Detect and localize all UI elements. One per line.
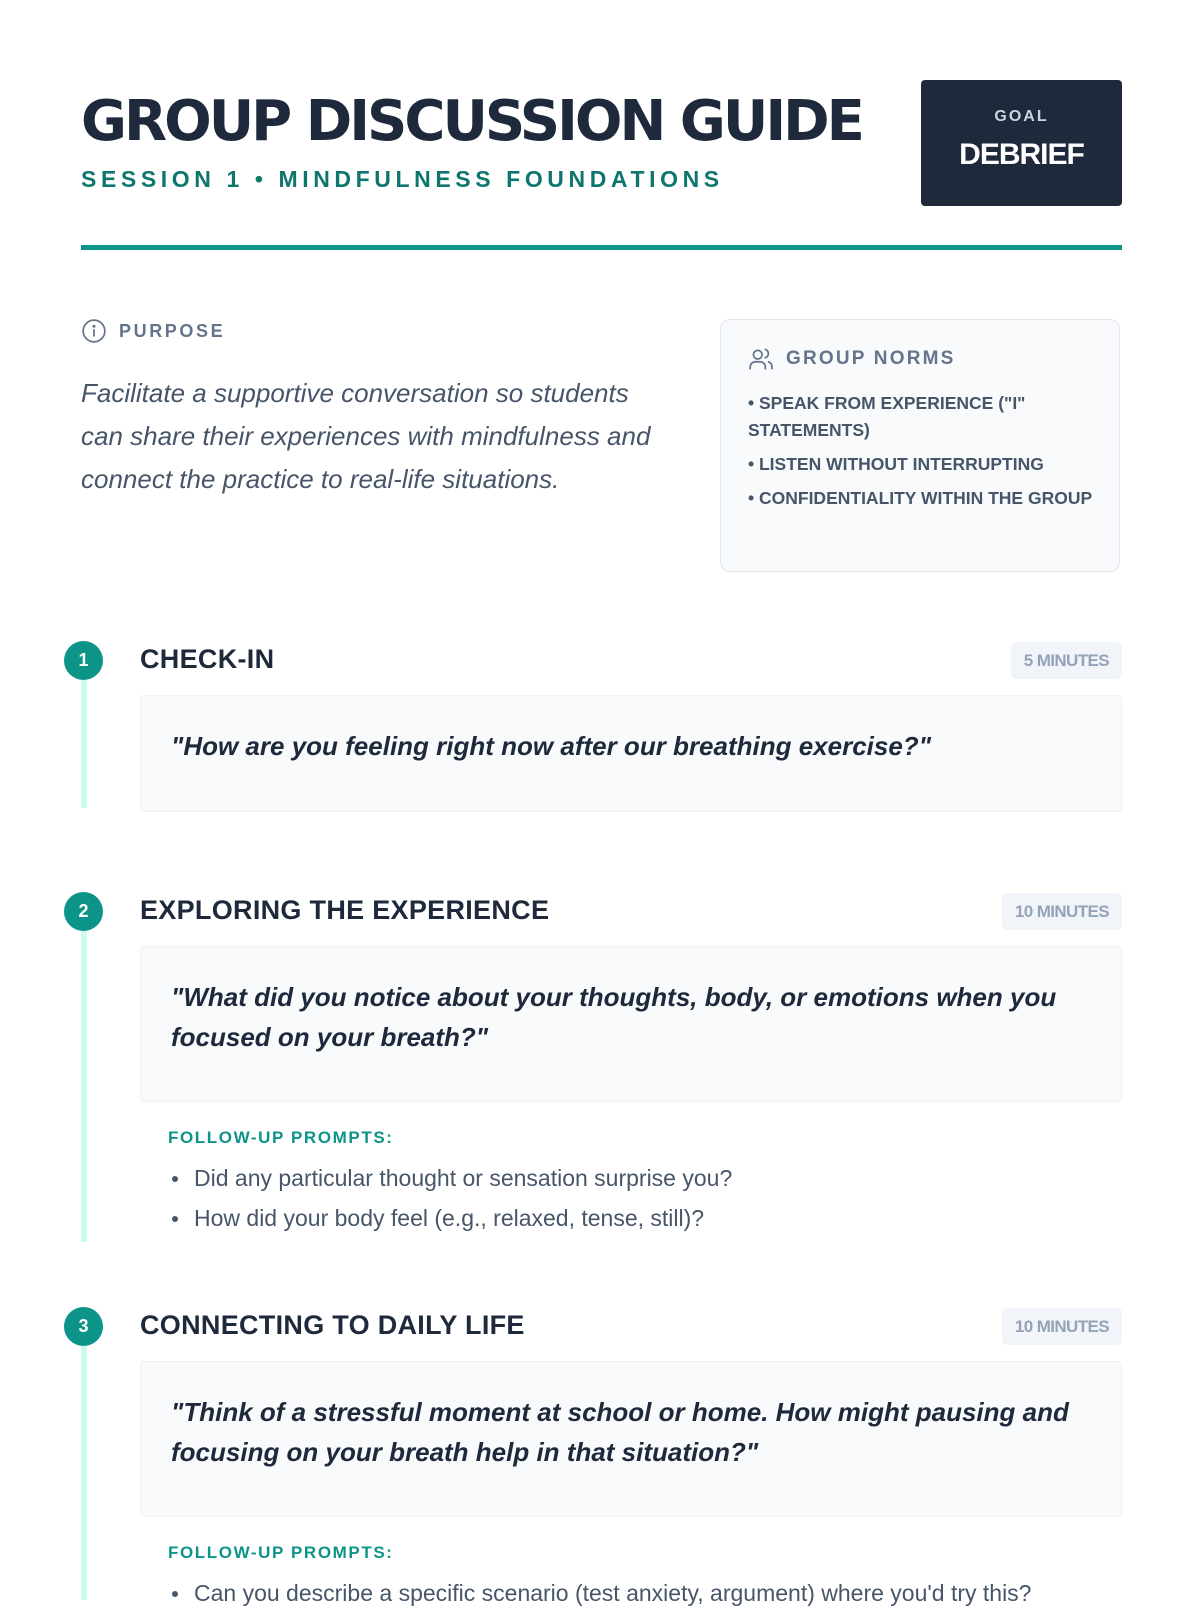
timeline-rail: [81, 931, 87, 1242]
page-subtitle: SESSION 1 • MINDFULNESS FOUNDATIONS: [81, 166, 724, 192]
group-norms-card: [720, 319, 1120, 572]
duration-badge: 10 MINUTES: [1002, 1308, 1122, 1345]
followup-item: Can you describe a specific scenario (test anxiety, argument) where you'd try this?: [168, 1573, 1031, 1613]
followup-list: [168, 1158, 732, 1238]
followup-list: [168, 1573, 1031, 1613]
duration-badge: 5 MINUTES: [1011, 642, 1122, 679]
goal-badge: [921, 80, 1122, 206]
header: [81, 80, 1122, 250]
timeline-rail: [81, 680, 87, 808]
timeline-rail: [81, 1346, 87, 1600]
followup-item: Did any particular thought or sensation surprise you?: [168, 1158, 732, 1198]
goal-value: DEBRIEF: [959, 138, 1084, 171]
discussion-question: "What did you notice about your thoughts, body, or emotions when you focused on your breath?": [140, 946, 1122, 1102]
step-number: 3: [64, 1307, 103, 1346]
info-icon: [81, 318, 107, 344]
followup-item: How did your body feel (e.g., relaxed, tense, still)?: [168, 1198, 732, 1238]
norm-item: • CONFIDENTIALITY WITHIN THE GROUP: [748, 488, 1093, 508]
users-icon: [748, 346, 774, 372]
header-divider: [81, 245, 1122, 250]
followup-label: FOLLOW-UP PROMPTS:: [168, 1543, 394, 1562]
step-1: [64, 641, 1122, 811]
step-number: 2: [64, 892, 103, 931]
purpose-text: Facilitate a supportive conversation so students can share their experiences with mindfulness and connect the practice to real-life situations.: [81, 378, 651, 494]
discussion-question: "Think of a stressful moment at school or home. How might pausing and focusing on your breath help in that situation?": [140, 1361, 1122, 1517]
duration-badge: 10 MINUTES: [1002, 893, 1122, 930]
purpose-section: [81, 318, 671, 501]
purpose-label: PURPOSE: [119, 320, 226, 341]
group-norms-label: GROUP NORMS: [786, 348, 956, 369]
norm-item: • SPEAK FROM EXPERIENCE ("I" STATEMENTS): [748, 393, 1026, 440]
norm-item: • LISTEN WITHOUT INTERRUPTING: [748, 454, 1044, 474]
step-title: CONNECTING TO DAILY LIFE: [140, 1310, 525, 1340]
norms-list: [748, 390, 1093, 512]
step-title: CHECK-IN: [140, 644, 275, 674]
step-number: 1: [64, 641, 103, 680]
page-title: GROUP DISCUSSION GUIDE: [81, 89, 862, 154]
goal-label: GOAL: [994, 108, 1049, 125]
step-title: EXPLORING THE EXPERIENCE: [140, 895, 550, 925]
step-3: [64, 1307, 1122, 1606]
discussion-guide-page: [78, 0, 1122, 1606]
discussion-question: "How are you feeling right now after our breathing exercise?": [140, 695, 1122, 812]
followup-label: FOLLOW-UP PROMPTS:: [168, 1128, 394, 1147]
step-2: [64, 892, 1122, 1242]
